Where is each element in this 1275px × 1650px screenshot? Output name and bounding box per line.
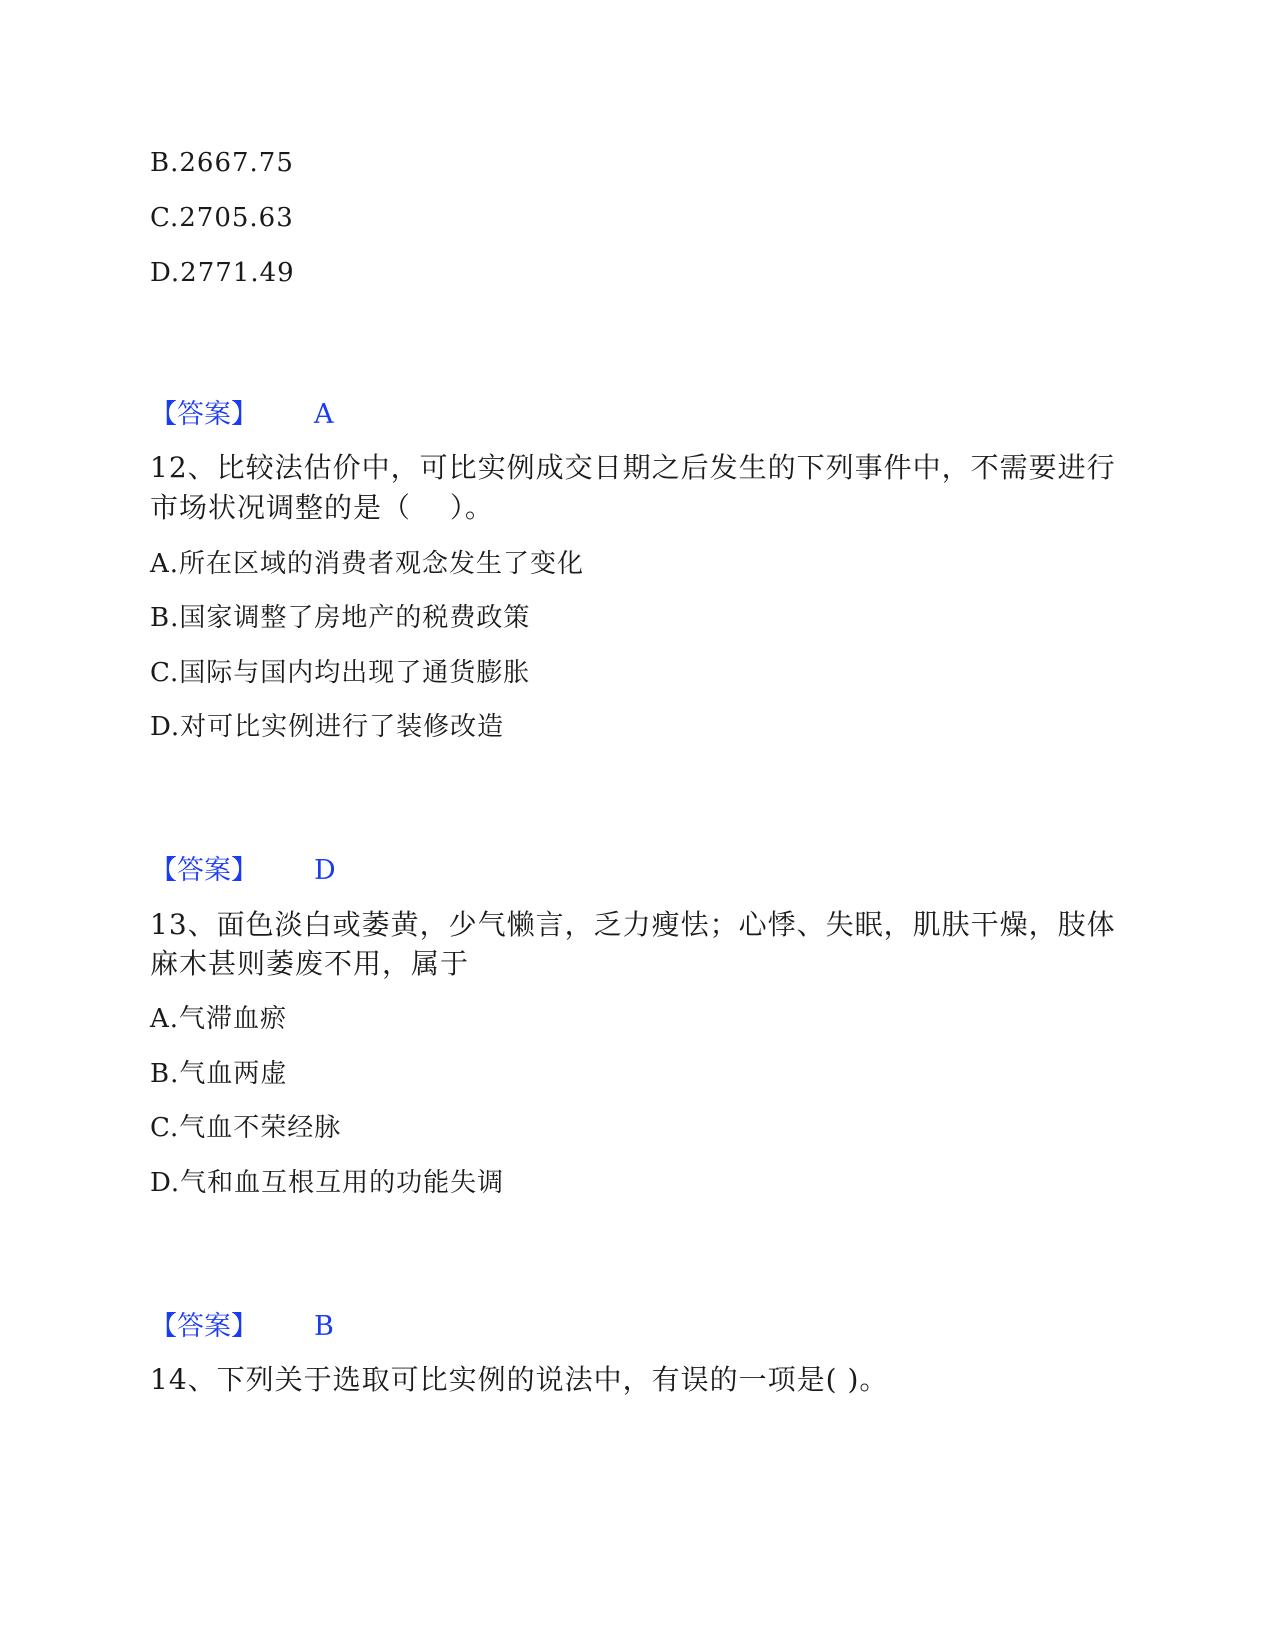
answer-value: B: [314, 1311, 334, 1342]
answer-label: 【答案】: [150, 1311, 258, 1342]
answer-row: [150, 398, 334, 432]
question-13-line-2: 麻木甚则萎废不用，属于: [150, 947, 470, 980]
answer-value: D: [314, 855, 336, 886]
question-12-line-2: 市场状况调整的是（ ）。: [150, 491, 494, 524]
q12-option-c: C.国际与国内均出现了通货膨胀: [150, 658, 531, 688]
q13-option-a: A.气滞血瘀: [150, 1004, 288, 1034]
question-12-line-1: 12、比较法估价中，可比实例成交日期之后发生的下列事件中，不需要进行: [150, 451, 1116, 484]
option-c: C.2705.63: [150, 203, 294, 233]
question-13-line-1: 13、面色淡白或萎黄，少气懒言，乏力瘦怯；心悸、失眠，肌肤干燥，肢体: [150, 908, 1116, 941]
answer-label: 【答案】: [150, 399, 258, 430]
q12-option-d: D.对可比实例进行了装修改造: [150, 712, 505, 742]
q12-option-a: A.所在区域的消费者观念发生了变化: [150, 549, 585, 579]
answer-value: A: [314, 399, 334, 430]
answer-label: 【答案】: [150, 855, 258, 886]
option-d: D.2771.49: [150, 258, 295, 288]
q13-option-c: C.气血不荣经脉: [150, 1113, 342, 1143]
q12-option-b: B.国家调整了房地产的税费政策: [150, 603, 531, 633]
q12-answer-row: [150, 854, 336, 888]
q13-option-b: B.气血两虚: [150, 1059, 288, 1089]
q13-answer-row: [150, 1310, 334, 1344]
q13-option-d: D.气和血互根互用的功能失调: [150, 1168, 505, 1198]
option-b: B.2667.75: [150, 148, 294, 178]
question-14-line-1: 14、下列关于选取可比实例的说法中，有误的一项是( )。: [150, 1363, 889, 1396]
